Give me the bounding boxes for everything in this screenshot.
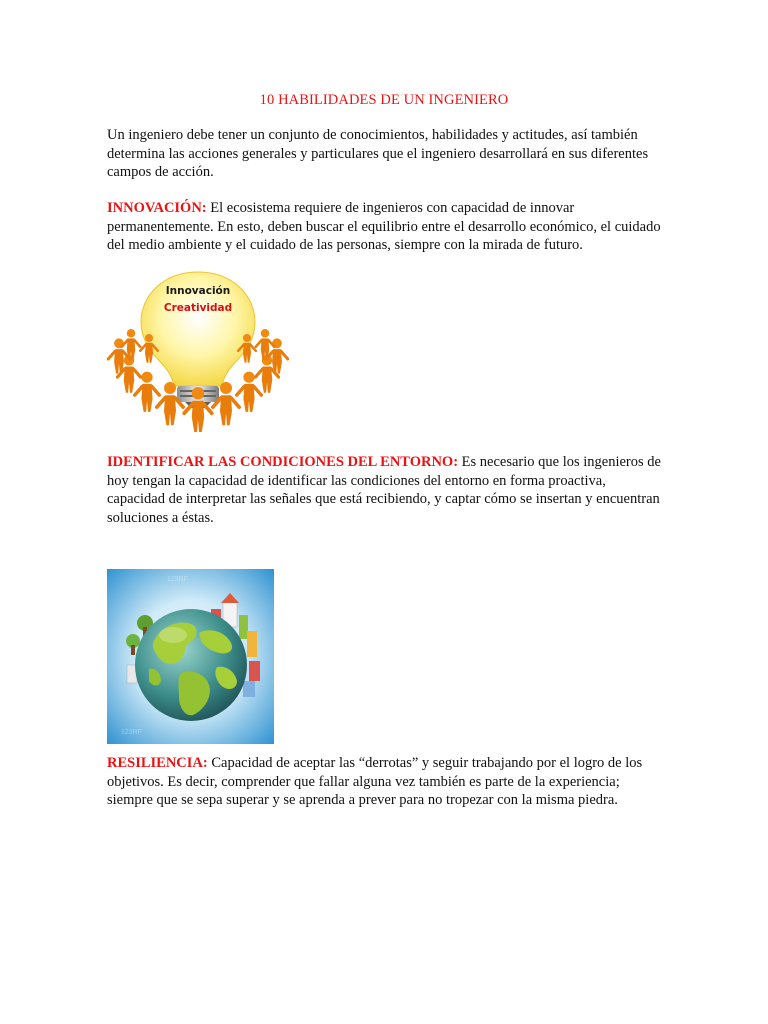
innovation-paragraph xyxy=(107,199,667,255)
watermark-text: 123RF xyxy=(167,576,189,583)
lightbulb-people-image xyxy=(105,266,291,442)
environment-paragraph xyxy=(107,453,667,527)
bulb-label-innovation: Innovación xyxy=(165,285,231,297)
document-title: 10 HABILIDADES DE UN INGENIERO xyxy=(259,92,509,108)
resilience-paragraph xyxy=(107,754,667,810)
resilience-heading: RESILIENCIA: xyxy=(107,755,208,771)
watermark-text-2: 123RF xyxy=(121,729,143,736)
intro-paragraph: Un ingeniero debe tener un conjunto de conocimientos, habilidades y actitudes, así también determina las acciones generales y particulares que el ingeniero desarrollará en sus diferentes campos de acción. xyxy=(107,127,649,180)
globe-illustration xyxy=(107,569,274,744)
environment-text: Es necesario que los ingenieros de hoy tengan la capacidad de identificar las condiciones del entorno en forma proactiva, capacidad de interpretar las señales que está recibiendo, y captar cómo se insertan y encuentran soluciones a éstas. xyxy=(107,454,661,526)
bulb-label-creativity: Creatividad xyxy=(163,302,233,314)
innovation-text: El ecosistema requiere de ingenieros con capacidad de innovar permanentemente. En esto, deben buscar el equilibrio entre el desarrollo económico, el cuidado del medio ambiente y el cuidado de las personas, siempre con la mirada de futuro. xyxy=(107,200,661,253)
innovation-illustration xyxy=(105,266,291,442)
innovation-heading: INNOVACIÓN: xyxy=(107,200,207,216)
environment-heading: IDENTIFICAR LAS CONDICIONES DEL ENTORNO: xyxy=(107,454,459,470)
globe-image xyxy=(107,569,274,744)
resilience-text: Capacidad de aceptar las “derrotas” y seguir trabajando por el logro de los objetivos. Es decir, comprender que fallar alguna vez también es parte de la experiencia; siempre que se sepa superar y se aprenda a prever para no tropezar con la misma piedra. xyxy=(107,755,643,808)
